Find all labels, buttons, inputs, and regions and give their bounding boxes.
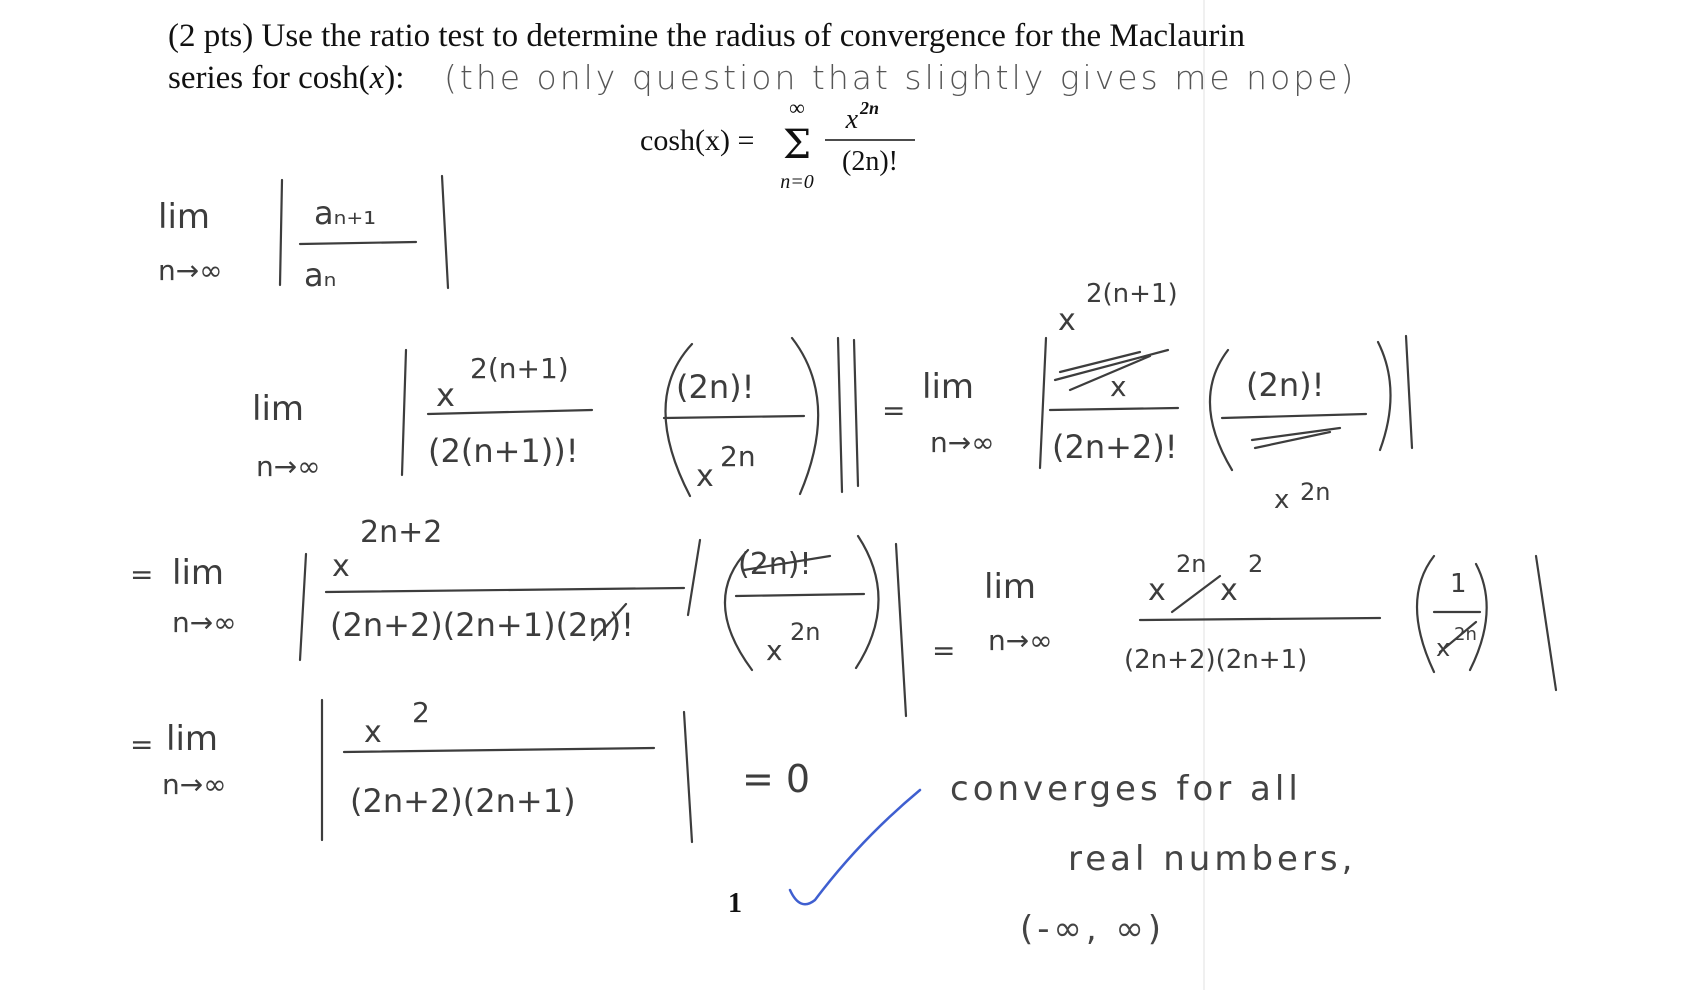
step2-num-exp: 2(n+1) — [470, 352, 569, 385]
step4-paren-num: (2n)! — [738, 547, 812, 582]
step2-paren-num: (2n)! — [676, 368, 755, 406]
sum-upper: ∞ — [789, 98, 805, 120]
step4-paren-den: x — [766, 634, 783, 667]
step6-num-exp: 2 — [412, 696, 430, 729]
step4-lim: lim — [172, 553, 225, 593]
step5-paren-num: 1 — [1450, 569, 1467, 599]
step5-num-exp1: 2n — [1176, 550, 1207, 578]
question-line-2: series for cosh(x): — [168, 60, 405, 96]
step3-paren-den: x — [1274, 485, 1290, 515]
step4-sub: n→∞ — [172, 606, 237, 639]
step3-above: x — [1058, 303, 1076, 338]
step3-paren-den-exp: 2n — [1300, 478, 1331, 506]
step3-paren-num: (2n)! — [1246, 366, 1325, 404]
step1-lim: lim — [158, 197, 211, 237]
step3-lim: lim — [922, 367, 975, 407]
step4-paren-den-exp: 2n — [790, 618, 821, 646]
step2-num-base: x — [436, 376, 455, 414]
step5-lim: lim — [984, 567, 1037, 607]
step3-eq: = — [882, 394, 906, 427]
formula-lhs: cosh(x) = — [640, 124, 755, 157]
formula-numerator: x — [845, 104, 858, 135]
step6-lim: lim — [166, 719, 219, 759]
conclusion-line-2: real numbers, — [1068, 839, 1357, 879]
step3-num-scratch: x — [1110, 370, 1127, 403]
step5-sub: n→∞ — [988, 624, 1053, 657]
step3-denominator: (2n+2)! — [1052, 428, 1178, 466]
step2-lim: lim — [252, 389, 305, 429]
step1-numerator: aₙ₊₁ — [314, 194, 377, 232]
step6-result: = 0 — [742, 757, 811, 801]
step5-eq: = — [932, 634, 956, 667]
step2-denominator: (2(n+1))! — [428, 432, 579, 470]
conclusion-line-3: (-∞, ∞) — [1020, 909, 1166, 949]
step3-above-exp: 2(n+1) — [1086, 279, 1178, 309]
step5-paren-den-exp: 2n — [1454, 624, 1477, 645]
formula-numerator-exp: 2n — [860, 98, 880, 118]
step6-num-base: x — [364, 715, 382, 750]
step1-denominator: aₙ — [304, 256, 337, 294]
step3-sub: n→∞ — [930, 426, 995, 459]
step6-sub: n→∞ — [162, 768, 227, 801]
checkmark-icon — [790, 790, 920, 904]
page-number: 1 — [728, 888, 742, 919]
sum-lower: n=0 — [780, 171, 814, 193]
step2-sub: n→∞ — [256, 450, 321, 483]
step6-eq: = — [130, 728, 154, 761]
step5-denominator: (2n+2)(2n+1) — [1124, 645, 1308, 675]
conclusion-line-1: converges for all — [950, 769, 1302, 809]
handwritten-aside: (the only question that slightly gives me nope) — [444, 58, 1357, 97]
step5-num-exp2: 2 — [1248, 550, 1264, 578]
step4-eq: = — [130, 558, 154, 591]
step5-paren-den: x — [1436, 634, 1451, 662]
step5-num-x: x — [1220, 573, 1238, 608]
step2-paren-den-exp: 2n — [720, 440, 756, 473]
step1-sub: n→∞ — [158, 254, 223, 287]
step2-paren-den: x — [696, 459, 714, 494]
sigma-symbol: Σ — [782, 122, 812, 168]
step4-num-base: x — [332, 549, 350, 584]
step4-num-exp: 2n+2 — [360, 515, 443, 550]
question-text: Use the ratio test to determine the radius of convergence for the Maclaurin — [261, 18, 1246, 54]
formula-denominator: (2n)! — [842, 146, 898, 177]
step6-denominator: (2n+2)(2n+1) — [350, 782, 576, 820]
question-points: (2 pts) — [168, 18, 254, 54]
step4-denominator: (2n+2)(2n+1)(2n)! — [330, 606, 634, 644]
step5-num: x — [1148, 573, 1166, 608]
